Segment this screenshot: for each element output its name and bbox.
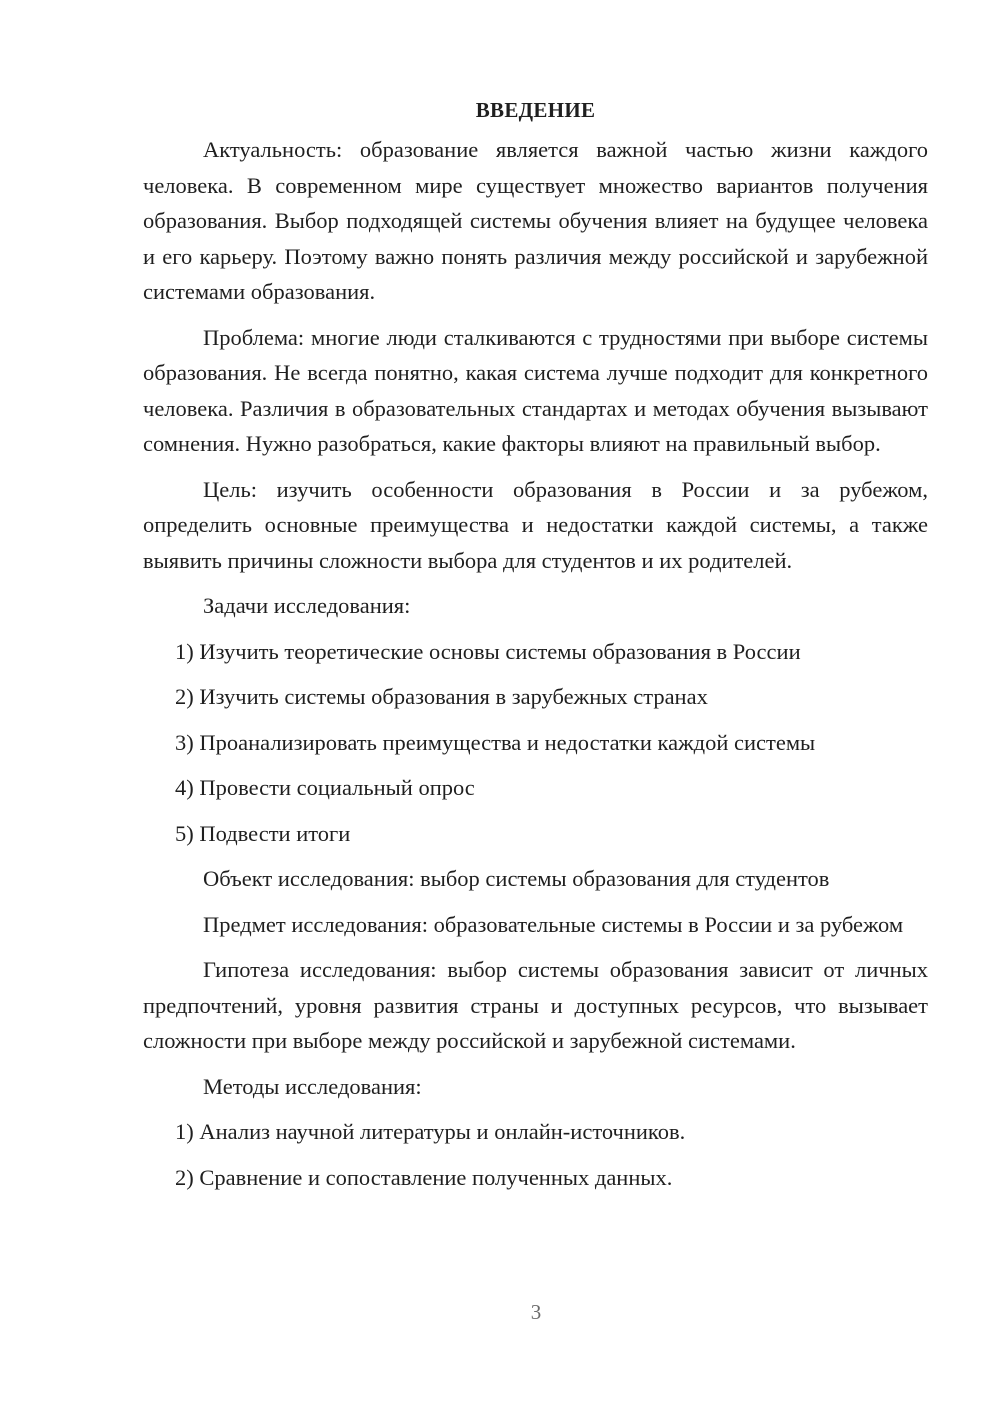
goal-paragraph: Цель: изучить особенности образования в России и за рубежом, определить основные преимущества и недостатки каждой системы, а также выявить причины сложности выбора для студентов и их родителей. — [143, 476, 928, 573]
list-item: 2) Сравнение и сопоставление полученных данных. — [175, 1164, 673, 1190]
subject-paragraph: Предмет исследования: образовательные системы в России и за рубежом — [203, 911, 904, 937]
list-item: 1) Изучить теоретические основы системы образования в России — [175, 638, 801, 664]
methods-label: Методы исследования: — [203, 1073, 422, 1099]
methods-list — [143, 1114, 928, 1195]
list-item: 4) Провести социальный опрос — [175, 775, 475, 800]
object-paragraph: Объект исследования: выбор системы образования для студентов — [203, 866, 830, 891]
list-item: 2) Изучить системы образования в зарубежных странах — [175, 684, 708, 709]
tasks-list — [143, 634, 928, 852]
page-title: ВВЕДЕНИЕ — [475, 98, 596, 122]
tasks-label: Задачи исследования: — [203, 593, 411, 618]
document-page — [143, 92, 928, 1205]
list-item: 3) Проанализировать преимущества и недостатки каждой системы — [175, 729, 816, 755]
page-number: 3 — [530, 1300, 542, 1324]
list-item: 5) Подвести итоги — [175, 820, 351, 846]
list-item: 1) Анализ научной литературы и онлайн-источников. — [175, 1119, 686, 1144]
hypothesis-paragraph: Гипотеза исследования: выбор системы образования зависит от личных предпочтений, уровня развития страны и доступных ресурсов, что вызывает сложности при выборе между российской и зарубежной системами. — [143, 957, 928, 1053]
problem-paragraph: Проблема: многие люди сталкиваются с трудностями при выборе системы образования. Не всегда понятно, какая система лучше подходит для конкретного человека. Различия в образовательных стандартах и методах обучения вызывают сомнения. Нужно разобраться, какие факторы влияют на правильный выбор. — [143, 324, 928, 456]
relevance-paragraph: Актуальность: образование является важной частью жизни каждого человека. В современном мире существует множество вариантов получения образования. Выбор подходящей системы обучения влияет на будущее человека и его карьеру. Поэтому важно понять различия между российской и зарубежной системами образования. — [143, 137, 928, 304]
